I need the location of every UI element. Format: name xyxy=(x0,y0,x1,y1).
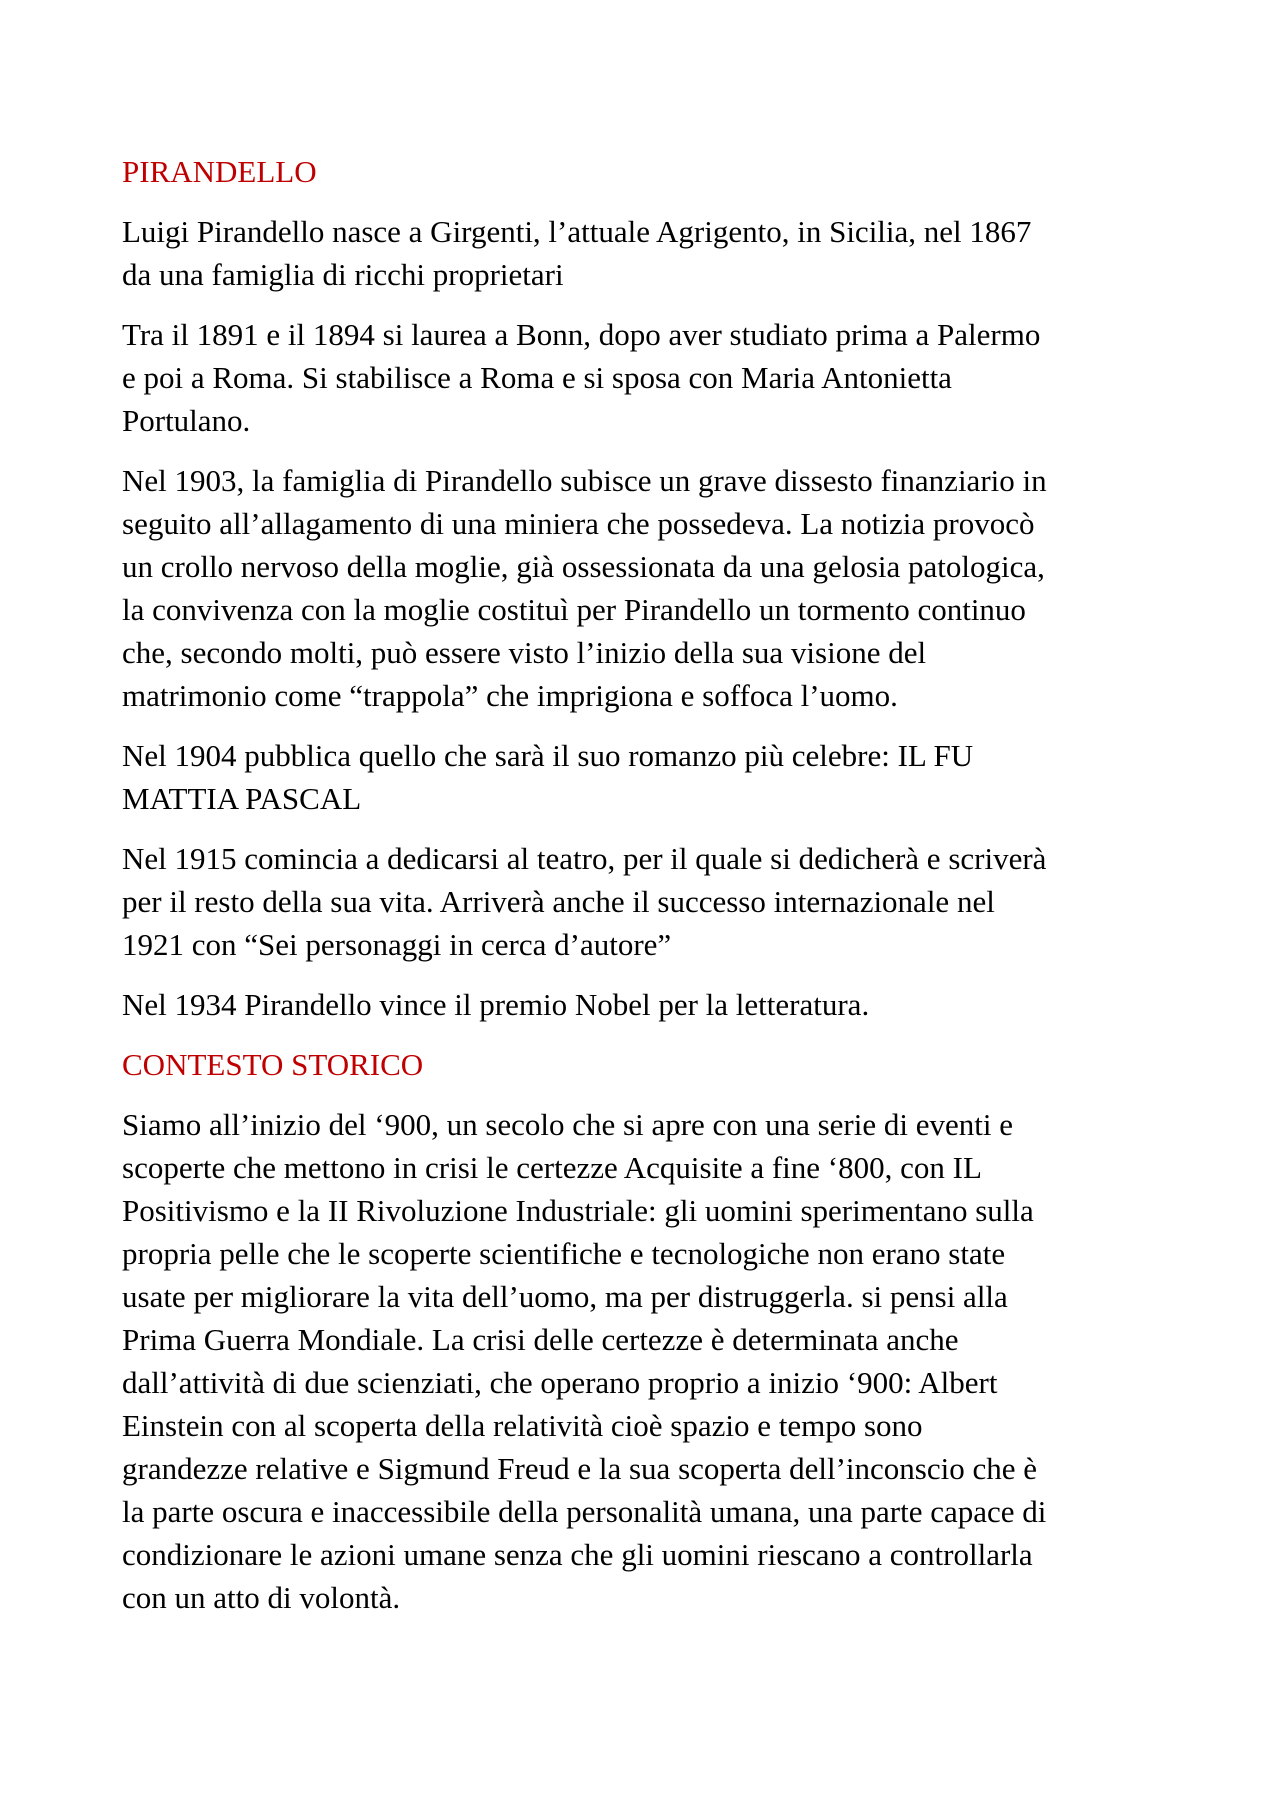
section-heading-contesto: CONTESTO STORICO xyxy=(122,1047,424,1082)
paragraph-historical-context: Siamo all’inizio del ‘900, un secolo che si apre con una serie di eventi e scoperte che mettono in crisi le certezze Acquisite a fine ‘800, con IL Positivismo e la II Rivoluzione Industriale: gli uomini sperimentano sulla propria pelle che le scoperte scientifiche e tecnologiche non erano state usate per migliorare la vita dell’uomo, ma per distruggerla. si pensi alla Prima Guerra Mondiale. La crisi delle certezze è determinata anche dall’attività di due scienziati, che operano proprio a inizio ‘900: Albert Einstein con al scoperta della relatività cioè spazio e tempo sono grandezze relative e Sigmund Freud e la sua scoperta dell’inconscio che è la parte oscura e inaccessibile della personalità umana, una parte capace di condizionare le azioni umane senza che gli uomini riescano a controllarla con un atto di volontà. xyxy=(122,1107,1047,1615)
paragraph-novel: Nel 1904 pubblica quello che sarà il suo romanzo più celebre: IL FU MATTIA PASCAL xyxy=(122,738,974,816)
paragraph-nobel: Nel 1934 Pirandello vince il premio Nobel per la letteratura. xyxy=(122,987,870,1022)
paragraph-crisis: Nel 1903, la famiglia di Pirandello subisce un grave dissesto finanziario in seguito all’allagamento di una miniera che possedeva. La notizia provocò un crollo nervoso della moglie, già ossessionata da una gelosia patologica, la convivenza con la moglie costituì per Pirandello un tormento continuo che, secondo molti, può essere visto l’inizio della sua visione del matrimonio come “trappola” che imprigiona e soffoca l’uomo. xyxy=(122,463,1047,713)
paragraph-education: Tra il 1891 e il 1894 si laurea a Bonn, dopo aver studiato prima a Palermo e poi a Roma. Si stabilisce a Roma e si sposa con Maria Antonietta Portulano. xyxy=(122,317,1041,438)
paragraph-theatre: Nel 1915 comincia a dedicarsi al teatro, per il quale si dedicherà e scriverà per il resto della sua vita. Arriverà anche il successo internazionale nel 1921 con “Sei personaggi in cerca d’autore” xyxy=(122,841,1047,962)
document-body xyxy=(122,150,1167,1636)
section-heading-pirandello: PIRANDELLO xyxy=(122,154,317,189)
paragraph-birth: Luigi Pirandello nasce a Girgenti, l’attuale Agrigento, in Sicilia, nel 1867 da una famiglia di ricchi proprietari xyxy=(122,214,1032,292)
